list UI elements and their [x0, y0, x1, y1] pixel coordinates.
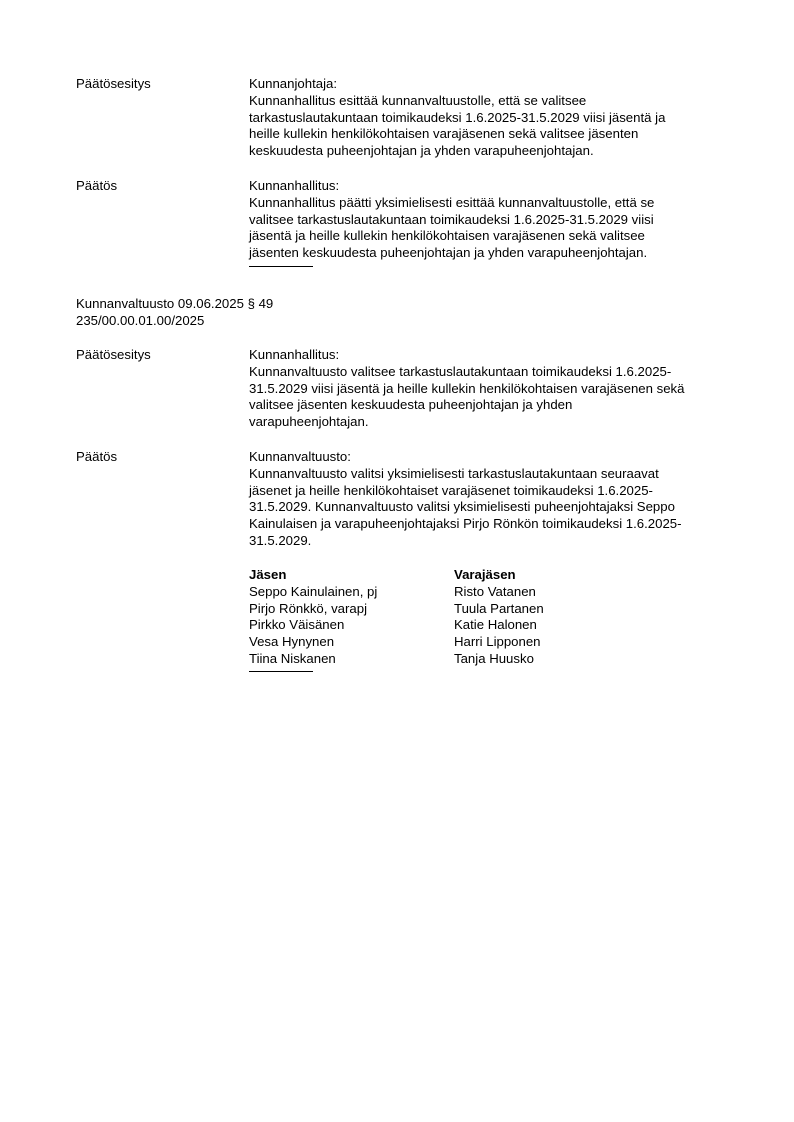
proposal-text-line: Kunnanhallitus esittää kunnanvaltuustolle, että se valitsee [249, 92, 587, 108]
member-name: Tiina Niskanen [249, 650, 336, 666]
decision-text-line: jäsentä ja heille kullekin henkilökohtaisen varajäsenen sekä valitsee [249, 228, 645, 244]
deputy-name: Katie Halonen [454, 617, 537, 633]
deputy-name: Harri Lipponen [454, 634, 541, 650]
deputies-column [454, 567, 654, 668]
proposal-label: Päätösesitys [76, 76, 151, 91]
proposal-text-line: 31.5.2029 viisi jäsentä ja heille kullekin henkilökohtaisen varajäsenen sekä [249, 380, 685, 396]
proposal-text-line: tarkastuslautakuntaan toimikaudeksi 1.6.2025-31.5.2029 viisi jäsentä ja [249, 109, 666, 125]
meeting-title: Kunnanvaltuusto 09.06.2025 § 49 [76, 296, 274, 311]
members-table [249, 567, 736, 672]
proposal-content [249, 76, 736, 160]
proposal-text-line: heille kullekin henkilökohtaisen varajäsenen sekä valitsee jäsenten [249, 126, 639, 142]
decision-content [249, 178, 736, 267]
member-name: Pirkko Väisänen [249, 617, 345, 633]
proposal-text-line: valitsee jäsenten keskuudesta puheenjohtajan ja yhden [249, 397, 573, 413]
decision-label: Päätös [76, 449, 118, 464]
proposal-content [249, 347, 736, 431]
proposal-text-line: keskuudesta puheenjohtajan ja yhden varapuheenjohtajan. [249, 143, 594, 159]
record-number: 235/00.00.01.00/2025 [76, 312, 205, 328]
proposal-text-line: varapuheenjohtajan. [249, 414, 369, 430]
meeting-header [76, 296, 273, 330]
members-column [249, 567, 449, 668]
proposal-author: Kunnanjohtaja: [249, 76, 337, 91]
section-divider [249, 266, 313, 267]
decision-text-line: Kainulaisen ja varapuheenjohtajaksi Pirjo Rönkön toimikaudeksi 1.6.2025- [249, 516, 682, 532]
deputy-name: Risto Vatanen [454, 583, 536, 599]
decision-label: Päätös [76, 178, 118, 193]
section-divider [249, 671, 313, 672]
decision-text-line: 31.5.2029. Kunnanvaltuusto valitsi yksimielisesti puheenjohtajaksi Seppo [249, 499, 675, 515]
decision-text-line: Kunnanvaltuusto valitsi yksimielisesti tarkastuslautakuntaan seuraavat [249, 465, 659, 481]
member-name: Seppo Kainulainen, pj [249, 583, 378, 599]
member-name: Pirjo Rönkkö, varapj [249, 600, 368, 616]
proposal-text-line: Kunnanvaltuusto valitsee tarkastuslautakuntaan toimikaudeksi 1.6.2025- [249, 363, 672, 379]
decision-text-line: valitsee tarkastuslautakuntaan toimikaudeksi 1.6.2025-31.5.2029 viisi [249, 211, 654, 227]
decision-text-line: jäsenet ja heille henkilökohtaiset varajäsenet toimikaudeksi 1.6.2025- [249, 482, 653, 498]
proposal-label: Päätösesitys [76, 347, 151, 362]
decision-text-line: 31.5.2029. [249, 532, 312, 548]
column-header-member: Jäsen [249, 567, 287, 582]
deputy-name: Tanja Huusko [454, 650, 534, 666]
proposal-author: Kunnanhallitus: [249, 347, 340, 362]
decision-content [249, 449, 736, 550]
deputy-name: Tuula Partanen [454, 600, 544, 616]
decision-author: Kunnanvaltuusto: [249, 449, 351, 464]
decision-text-line: Kunnanhallitus päätti yksimielisesti esittää kunnanvaltuustolle, että se [249, 194, 655, 210]
decision-text-line: jäsenten keskuudesta puheenjohtajan ja yhden varapuheenjohtajan. [249, 245, 648, 261]
column-header-deputy: Varajäsen [454, 567, 516, 582]
decision-author: Kunnanhallitus: [249, 178, 340, 193]
member-name: Vesa Hynynen [249, 634, 335, 650]
